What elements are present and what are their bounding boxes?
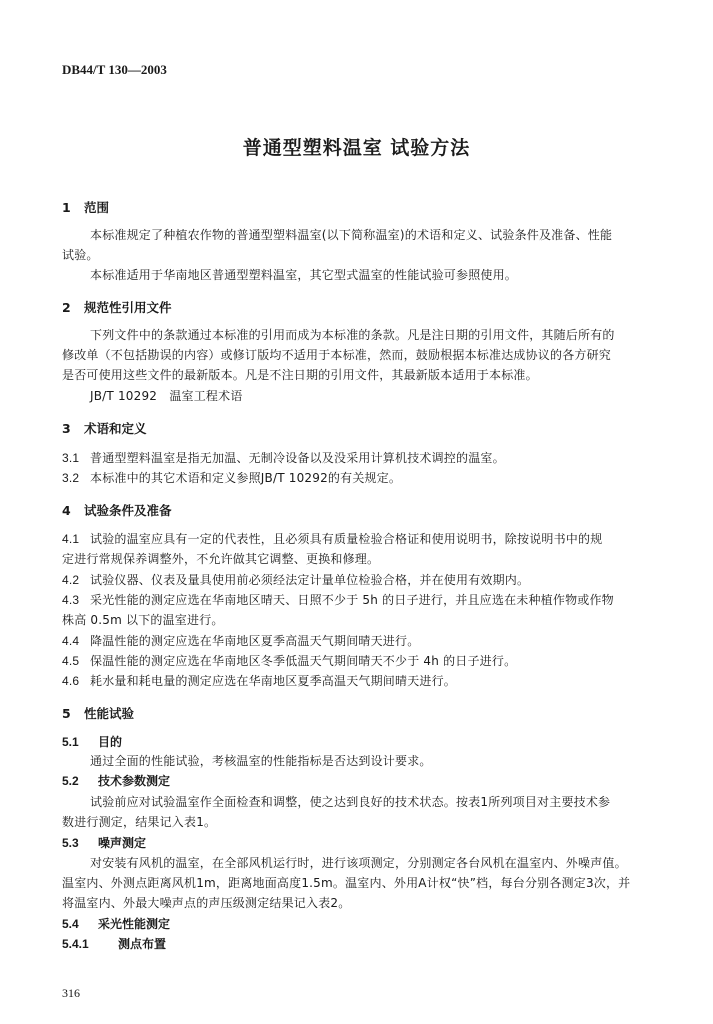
clause-4-6 xyxy=(62,672,456,689)
subsection-number: 5.1 xyxy=(62,735,79,749)
clause-number: 3.1 xyxy=(62,451,80,465)
subsection-title: 技术参数测定 xyxy=(98,774,171,788)
clause-number: 4.2 xyxy=(62,573,80,587)
paragraph-line: 温室内、外测点距离风机1m，距离地面高度1.5m。温室内、外用A计权“快”档，每台分别各测定3次，并 xyxy=(62,876,631,890)
subsection-title: 采光性能测定 xyxy=(98,917,171,931)
subsection-5-2-heading xyxy=(62,772,170,789)
section-1-heading xyxy=(62,198,109,216)
section-title: 范围 xyxy=(84,200,110,215)
clause-text: 试验的温室应具有一定的代表性，且必须具有质量检验合格证和使用说明书，除按说明书中的规 xyxy=(90,532,603,546)
section-4-heading xyxy=(62,501,172,519)
clause-text: 采光性能的测定应选在华南地区晴天、日照不少于 5h 的日子进行，并且应选在未种植作物或作物 xyxy=(90,593,614,607)
paragraph-line: 本标准规定了种植农作物的普通型塑料温室(以下简称温室)的术语和定义、试验条件及准备、性能 xyxy=(90,228,613,242)
subsection-number: 5.4 xyxy=(62,917,79,931)
subsection-number: 5.4.1 xyxy=(62,937,89,951)
clause-text: 普通型塑料温室是指无加温、无制冷设备以及没采用计算机技术调控的温室。 xyxy=(90,451,505,465)
clause-text: 本标准中的其它术语和定义参照JB/T 10292的有关规定。 xyxy=(90,471,402,485)
clause-continuation: 株高 0.5m 以下的温室进行。 xyxy=(62,613,224,627)
standard-code: DB44/T 130—2003 xyxy=(62,62,167,77)
paragraph-line: 本标准适用于华南地区普通型塑料温室，其它型式温室的性能试验可参照使用。 xyxy=(90,268,518,282)
clause-4-2 xyxy=(62,571,529,588)
clause-4-3 xyxy=(62,591,614,608)
paragraph-line: 将温室内、外最大噪声点的声压级测定结果记入表2。 xyxy=(62,896,351,910)
clause-text: 试验仪器、仪表及量具使用前必须经法定计量单位检验合格，并在使用有效期内。 xyxy=(90,573,530,587)
clause-4-5 xyxy=(62,652,516,669)
page-number: 316 xyxy=(62,986,80,1000)
clause-continuation: 定进行常规保养调整外，不允许做其它调整、更换和修理。 xyxy=(62,552,380,566)
clause-4-4 xyxy=(62,632,419,649)
section-number: 5 xyxy=(62,706,71,721)
section-number: 1 xyxy=(62,200,71,215)
paragraph-line: 试验。 xyxy=(62,248,99,262)
subsection-title: 目的 xyxy=(98,735,123,749)
clause-text: 保温性能的测定应选在华南地区冬季低温天气期间晴天不少于 4h 的日子进行。 xyxy=(90,654,517,668)
section-number: 3 xyxy=(62,421,71,436)
subsection-5-3-heading xyxy=(62,834,146,851)
clause-number: 3.2 xyxy=(62,471,80,485)
subsection-number: 5.2 xyxy=(62,774,79,788)
section-title: 试验条件及准备 xyxy=(84,503,172,518)
clause-number: 4.6 xyxy=(62,674,80,688)
subsection-number: 5.3 xyxy=(62,836,79,850)
paragraph-line: 试验前应对试验温室作全面检查和调整，使之达到良好的技术状态。按表1所列项目对主要技术参 xyxy=(90,795,611,809)
reference-entry: JB/T 10292 温室工程术语 xyxy=(90,389,243,403)
paragraph-line: 通过全面的性能试验，考核温室的性能指标是否达到设计要求。 xyxy=(90,754,432,768)
clause-text: 降温性能的测定应选在华南地区夏季高温天气期间晴天进行。 xyxy=(90,634,420,648)
clause-4-1 xyxy=(62,530,602,547)
paragraph-line: 是否可使用这些文件的最新版本。凡是不注日期的引用文件，其最新版本适用于本标准。 xyxy=(62,368,538,382)
paragraph-line: 对安装有风机的温室，在全部风机运行时，进行该项测定，分别测定各台风机在温室内、外噪声值。 xyxy=(90,856,627,870)
section-2-heading xyxy=(62,298,172,316)
clause-number: 4.5 xyxy=(62,654,80,668)
subsection-5-1-heading xyxy=(62,733,122,750)
paragraph-line: 数进行测定，结果记入表1。 xyxy=(62,815,217,829)
subsection-5-4-1-heading xyxy=(62,935,166,952)
section-title: 规范性引用文件 xyxy=(84,300,172,315)
clause-number: 4.1 xyxy=(62,532,80,546)
paragraph-line: 下列文件中的条款通过本标准的引用而成为本标准的条款。凡是注日期的引用文件，其随后所有的 xyxy=(90,328,615,342)
page-title: 普通型塑料温室 试验方法 xyxy=(242,137,471,159)
paragraph-line: 修改单（不包括勘误的内容）或修订版均不适用于本标准，然而，鼓励根据本标准达成协议的各方研究 xyxy=(62,348,612,362)
subsection-title: 噪声测定 xyxy=(98,836,147,850)
clause-3-2 xyxy=(62,469,401,486)
section-title: 性能试验 xyxy=(84,706,135,721)
section-3-heading xyxy=(62,419,147,437)
clause-3-1 xyxy=(62,449,505,466)
clause-text: 耗水量和耗电量的测定应选在华南地区夏季高温天气期间晴天进行。 xyxy=(90,674,457,688)
subsection-5-4-heading xyxy=(62,915,170,932)
section-number: 2 xyxy=(62,300,71,315)
clause-number: 4.3 xyxy=(62,593,80,607)
clause-number: 4.4 xyxy=(62,634,80,648)
section-title: 术语和定义 xyxy=(84,421,147,436)
section-number: 4 xyxy=(62,503,71,518)
section-5-heading xyxy=(62,704,134,722)
subsection-title: 测点布置 xyxy=(118,937,167,951)
